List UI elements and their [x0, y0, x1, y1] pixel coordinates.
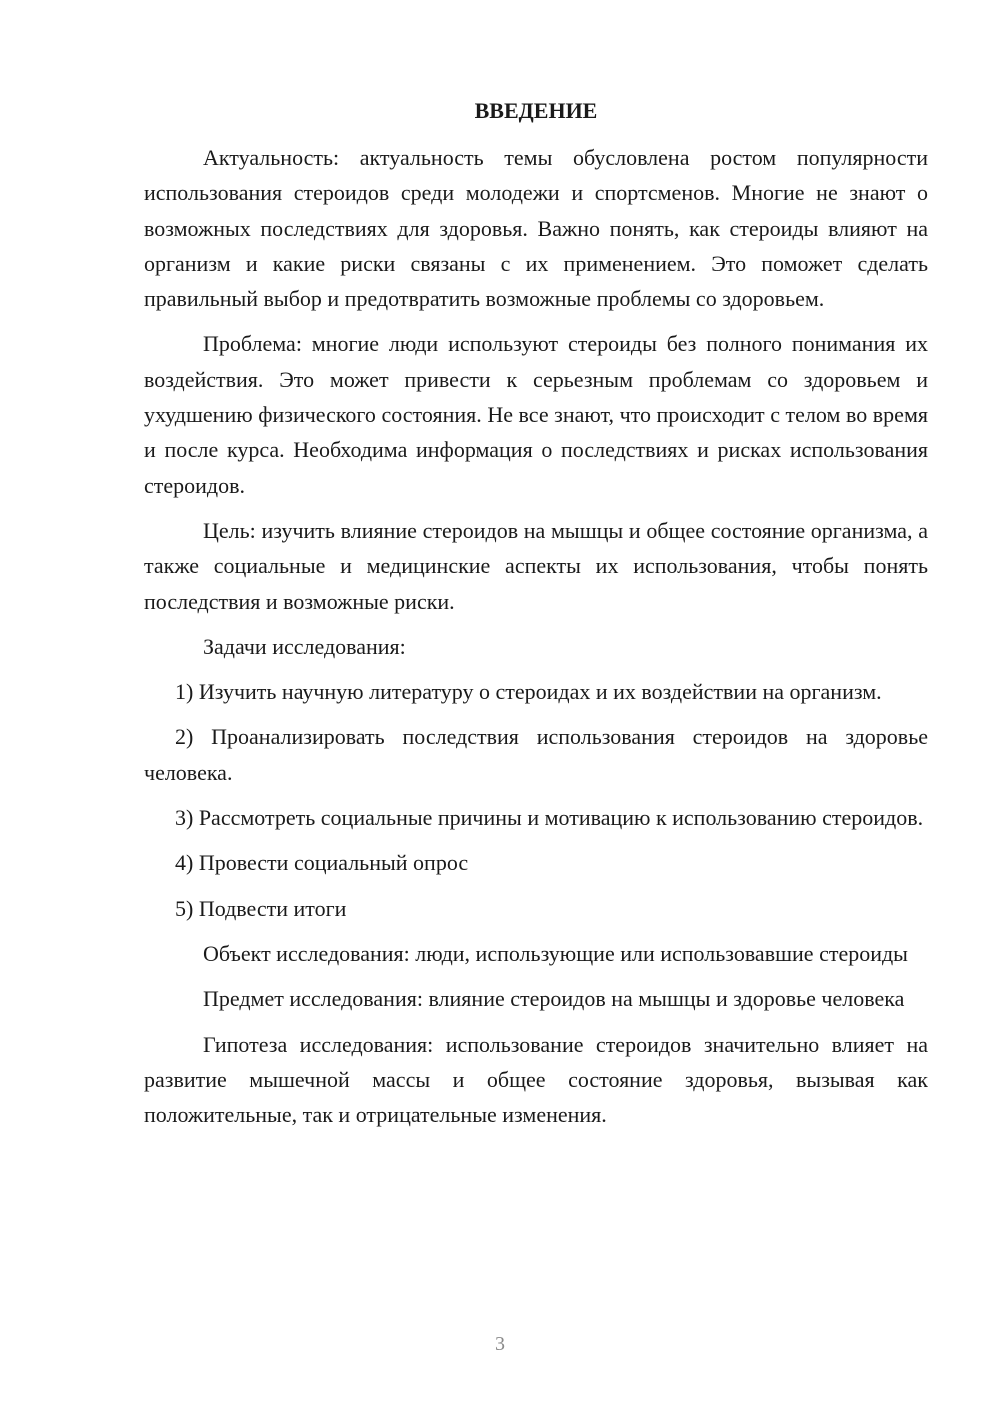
tasks-title: Задачи исследования: [203, 633, 406, 659]
document-page [144, 94, 928, 1142]
goal-paragraph: Цель: изучить влияние стероидов на мышцы и общее состояние организма, а также социальные и медицинские аспекты их использования, чтобы понять последствия и возможные риски. [144, 517, 928, 614]
hypothesis-paragraph: Гипотеза исследования: использование стероидов значительно влияет на развитие мышечной массы и общее состояние здоровья, вызывая как положительные, так и отрицательные изменения. [144, 1031, 928, 1128]
page-title: ВВЕДЕНИЕ [474, 98, 598, 123]
problem-paragraph: Проблема: многие люди используют стероиды без полного понимания их воздействия. Это может привести к серьезным проблемам со здоровьем и ухудшению физического состояния. Не все знают, что происходит с телом во время и после курса. Необходима информация о последствиях и рисках использования стероидов. [144, 331, 928, 498]
object-paragraph: Объект исследования: люди, использующие или использовавшие стероиды [203, 940, 908, 966]
list-item: 5) Подвести итоги [175, 895, 347, 921]
list-item: 3) Рассмотреть социальные причины и мотивацию к использованию стероидов. [175, 805, 924, 831]
relevance-paragraph: Актуальность: актуальность темы обусловлена ростом популярности использования стероидов среди молодежи и спортсменов. Многие не знают о возможных последствиях для здоровья. Важно понять, как стероиды влияют на организм и какие риски связаны с их применением. Это поможет сделать правильный выбор и предотвратить возможные проблемы со здоровьем. [144, 145, 928, 312]
list-item: 2) Проанализировать последствия использования стероидов на здоровье человека. [144, 724, 928, 785]
subject-paragraph: Предмет исследования: влияние стероидов на мышцы и здоровье человека [203, 986, 905, 1012]
page-number: 3 [495, 1333, 505, 1355]
list-item: 1) Изучить научную литературу о стероидах и их воздействии на организм. [175, 679, 882, 705]
list-item: 4) Провести социальный опрос [175, 850, 469, 876]
